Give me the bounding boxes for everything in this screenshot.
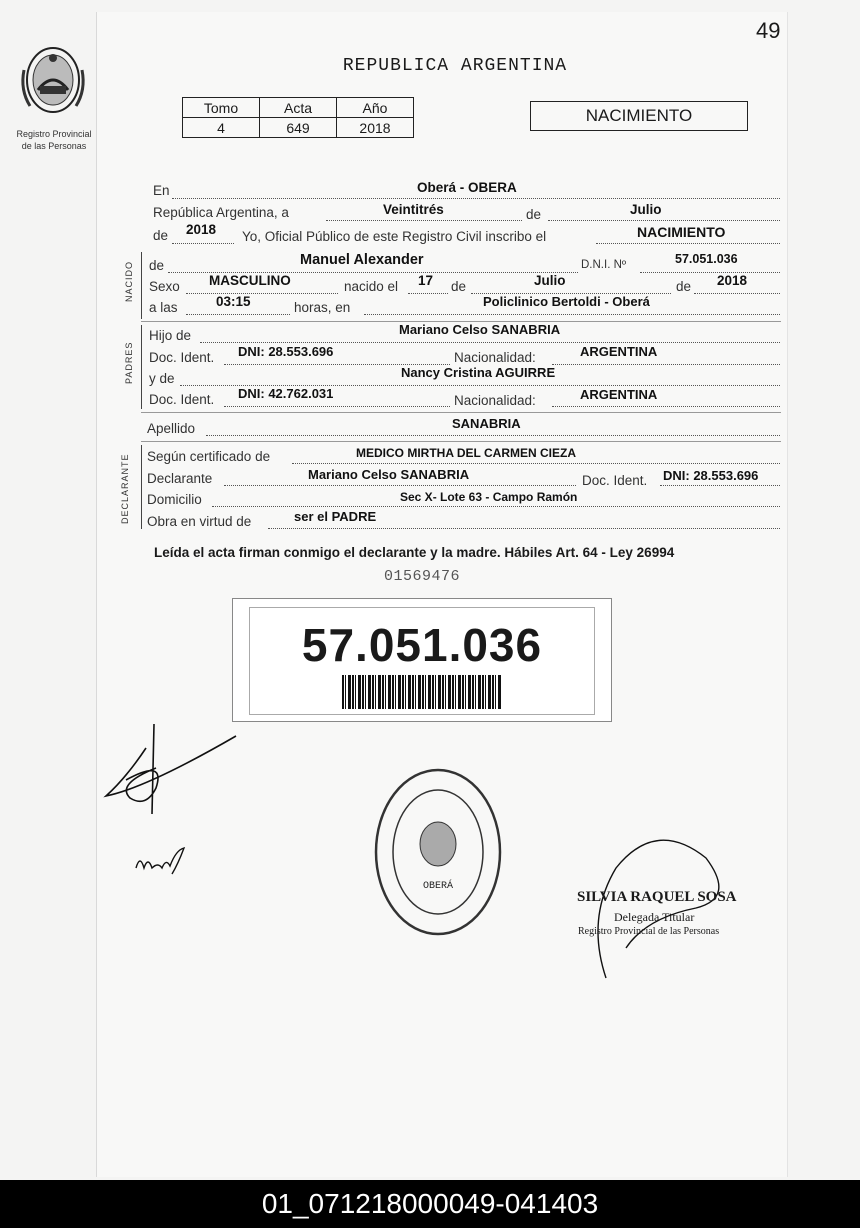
de-label: de xyxy=(526,207,542,222)
doc-label: Doc. Ident. xyxy=(582,473,648,488)
anio-header: Año xyxy=(337,98,414,118)
padres-section-label: PADRES xyxy=(124,341,134,384)
birth-time-value: 03:15 xyxy=(216,294,251,309)
declarante-label: Declarante xyxy=(147,471,213,486)
mother-name-value: Nancy Cristina AGUIRRE xyxy=(401,365,556,380)
official-role: Delegada Titular xyxy=(614,910,695,924)
acta-value: 649 xyxy=(260,118,337,138)
declarante-name-value: Mariano Celso SANABRIA xyxy=(308,467,470,482)
alas-label: a las xyxy=(149,300,178,315)
dotted-line xyxy=(552,363,780,365)
section-divider xyxy=(141,441,781,442)
horas-label: horas, en xyxy=(294,300,351,315)
record-kind-value: NACIMIENTO xyxy=(637,224,726,240)
dotted-line xyxy=(292,462,780,464)
child-name-value: Manuel Alexander xyxy=(300,252,424,268)
dotted-line xyxy=(596,242,780,244)
cert-label: Según certificado de xyxy=(147,449,271,464)
dni-label: D.N.I. Nº xyxy=(581,259,627,271)
document-title: REPUBLICA ARGENTINA xyxy=(342,56,568,76)
dotted-line xyxy=(408,292,448,294)
acta-header: Acta xyxy=(260,98,337,118)
tomo-header: Tomo xyxy=(183,98,260,118)
barcode xyxy=(342,675,502,709)
section-bracket xyxy=(141,325,142,409)
month-value: Julio xyxy=(630,202,662,217)
anio-value: 2018 xyxy=(337,118,414,138)
dotted-line xyxy=(186,292,338,294)
birth-place-value: Policlinico Bertoldi - Oberá xyxy=(483,294,650,309)
de-label: de xyxy=(676,279,692,294)
section-divider xyxy=(141,412,781,413)
republic-label: República Argentina, a xyxy=(153,205,289,220)
father-doc-value: DNI: 28.553.696 xyxy=(238,344,334,359)
yde-label: y de xyxy=(149,371,175,386)
de-label: de xyxy=(451,279,467,294)
dotted-line xyxy=(660,484,780,486)
dotted-line xyxy=(186,313,290,315)
father-name-value: Mariano Celso SANABRIA xyxy=(399,322,561,337)
de-label: de xyxy=(149,258,165,273)
birth-year-value: 2018 xyxy=(717,273,748,288)
dotted-line xyxy=(212,505,780,507)
declarant-signature xyxy=(86,718,256,828)
dotted-line xyxy=(200,341,780,343)
year-value: 2018 xyxy=(186,222,217,237)
dni-sticker xyxy=(232,598,612,722)
dotted-line xyxy=(224,484,576,486)
nacido-section-label: NACIDO xyxy=(124,260,134,302)
doc-label: Doc. Ident. xyxy=(149,350,215,365)
declarante-section-label: DECLARANTE xyxy=(120,453,130,524)
section-bracket xyxy=(141,445,142,529)
place-value: Oberá - OBERA xyxy=(417,180,517,195)
mother-nationality-value: ARGENTINA xyxy=(580,387,658,402)
hijo-label: Hijo de xyxy=(149,328,192,343)
doc-label: Doc. Ident. xyxy=(149,392,215,407)
tomo-value: 4 xyxy=(183,118,260,138)
record-type-box: NACIMIENTO xyxy=(530,101,748,131)
obra-label: Obra en virtud de xyxy=(147,514,252,529)
birth-month-value: Julio xyxy=(534,273,566,288)
child-dni-value: 57.051.036 xyxy=(675,252,738,266)
official-office: Registro Provincial de las Personas xyxy=(578,926,720,937)
sexo-value: MASCULINO xyxy=(209,273,291,288)
birth-day-value: 17 xyxy=(418,273,434,288)
father-nationality-value: ARGENTINA xyxy=(580,344,658,359)
sexo-label: Sexo xyxy=(149,279,180,294)
apellido-value: SANABRIA xyxy=(452,416,521,431)
officer-text: Yo, Oficial Público de este Registro Civil inscribo el xyxy=(242,229,547,244)
apellido-label: Apellido xyxy=(147,421,196,436)
official-seal xyxy=(370,764,506,940)
dotted-line xyxy=(224,405,450,407)
province-logo xyxy=(18,40,88,122)
dotted-line xyxy=(548,219,780,221)
obra-value: ser el PADRE xyxy=(294,509,377,524)
dotted-line xyxy=(326,219,522,221)
nacido-label: nacido el xyxy=(344,279,399,294)
declarante-doc-value: DNI: 28.553.696 xyxy=(663,468,759,483)
sticker-dni: 57.051.036 xyxy=(301,619,543,671)
closing-statement: Leída el acta firman conmigo el declarante y la madre. Hábiles Art. 64 - Ley 26994 xyxy=(154,545,675,560)
cert-value: MEDICO MIRTHA DEL CARMEN CIEZA xyxy=(356,446,576,460)
seal-city: OBERÁ xyxy=(422,881,454,892)
domicilio-value: Sec X- Lote 63 - Campo Ramón xyxy=(400,490,578,504)
de-label: de xyxy=(153,228,169,243)
page-number: 49 xyxy=(756,18,781,43)
dotted-line xyxy=(206,434,780,436)
official-signature xyxy=(586,828,736,988)
en-label: En xyxy=(153,183,170,198)
section-bracket xyxy=(141,252,142,319)
official-name: SILVIA RAQUEL SOSA xyxy=(577,889,737,905)
dotted-line xyxy=(172,197,780,199)
dotted-line xyxy=(694,292,780,294)
nacionalidad-label: Nacionalidad: xyxy=(454,393,536,408)
nacionalidad-label: Nacionalidad: xyxy=(454,350,536,365)
dotted-line xyxy=(172,242,234,244)
dotted-line xyxy=(268,527,780,529)
footer-code: 01_071218000049-041403 xyxy=(0,1180,860,1228)
record-table xyxy=(182,97,414,138)
dotted-line xyxy=(364,313,780,315)
mother-doc-value: DNI: 42.762.031 xyxy=(238,386,334,401)
dotted-line xyxy=(640,271,780,273)
domicilio-label: Domicilio xyxy=(147,492,202,507)
dotted-line xyxy=(552,405,780,407)
day-words-value: Veintitrés xyxy=(383,202,444,217)
serial-number: 01569476 xyxy=(384,568,461,585)
initials-signature xyxy=(132,840,196,880)
registry-caption: Registro Provincial de las Personas xyxy=(16,129,92,151)
sticker-inner xyxy=(249,607,595,715)
